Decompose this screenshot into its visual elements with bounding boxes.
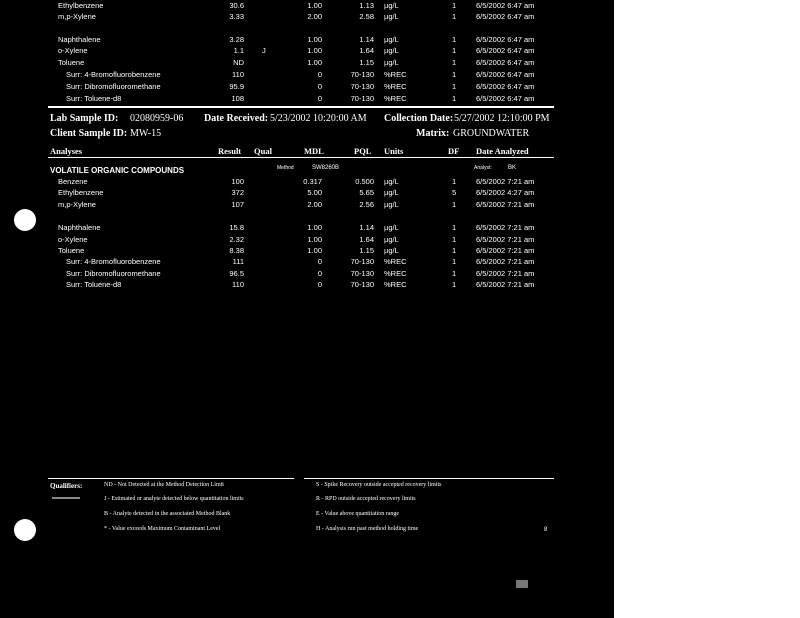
mdl-value: 1.00: [307, 246, 322, 255]
date-received-label: Date Received:: [204, 113, 269, 124]
df-value: 1: [452, 35, 457, 44]
result-value: 2.32: [229, 235, 244, 244]
analyte-name: Surr: 4-Bromofluorobenzene: [66, 70, 161, 79]
result-value: ND: [233, 58, 244, 67]
collection-date: 5/27/2002 12:10:00 PM: [454, 113, 550, 124]
result-value: 107: [231, 200, 244, 209]
date-analyzed-value: 6/5/2002 6:47 am: [476, 12, 535, 21]
result-value: 108: [231, 94, 244, 103]
df-value: 1: [452, 269, 457, 278]
method-value: SW8260B: [312, 165, 340, 171]
pql-value: 5.65: [359, 188, 374, 197]
analyte-name: Ethylbenzene: [58, 188, 104, 197]
qualifiers-rule-right: [304, 478, 554, 479]
mdl-value: 1.00: [307, 46, 322, 55]
result-value: 1.1: [233, 46, 244, 55]
pql-value: 70-130: [350, 70, 374, 79]
analyte-name: Surr: 4-Bromofluorobenzene: [66, 257, 161, 266]
date-received: 5/23/2002 10:20:00 AM: [270, 113, 367, 124]
result-value: 3.33: [229, 12, 244, 21]
mdl-value: 0.317: [303, 177, 322, 186]
pql-value: 70-130: [350, 94, 374, 103]
col-result: Result: [218, 146, 242, 156]
result-value: 95.9: [229, 82, 244, 91]
result-value: 372: [231, 188, 244, 197]
date-analyzed-value: 6/5/2002 6:47 am: [476, 1, 535, 10]
pql-value: 2.58: [359, 12, 374, 21]
qualifier-definition: J - Estimated or analyte detected below quantitation limits: [104, 496, 244, 502]
df-value: 1: [452, 280, 457, 289]
pql-value: 1.14: [359, 223, 374, 232]
mdl-value: 1.00: [307, 235, 322, 244]
qualifier-mark: [52, 497, 80, 499]
analyte-name: m,p-Xylene: [58, 200, 96, 209]
units-value: µg/L: [384, 235, 399, 244]
qualifier-definition: R - RPD outside accepted recovery limits: [316, 496, 416, 502]
analyte-name: Toluene: [58, 246, 85, 255]
df-value: 1: [452, 70, 457, 79]
pql-value: 2.56: [359, 200, 374, 209]
date-analyzed-value: 6/5/2002 4:27 am: [476, 188, 535, 197]
units-value: %REC: [384, 94, 407, 103]
punch-hole-bottom: [14, 519, 36, 541]
col-df: DF: [448, 146, 460, 156]
col-units: Units: [384, 146, 404, 156]
date-analyzed-value: 6/5/2002 6:47 am: [476, 35, 535, 44]
section-title: VOLATILE ORGANIC COMPOUNDS: [50, 166, 185, 175]
qual-value: J: [262, 46, 266, 55]
analyte-name: Surr: Toluene-d8: [66, 280, 122, 289]
date-analyzed-value: 6/5/2002 7:21 am: [476, 177, 535, 186]
df-value: 1: [452, 246, 457, 255]
units-value: µg/L: [384, 12, 399, 21]
analyte-name: Toluene: [58, 58, 85, 67]
mdl-value: 0: [317, 269, 322, 278]
analyst-value: BK: [508, 165, 517, 171]
qualifier-definition: E - Value above quantitation range: [316, 511, 400, 517]
analyte-name: Naphthalene: [58, 223, 101, 232]
df-value: 1: [452, 177, 457, 186]
pql-value: 1.15: [359, 246, 374, 255]
col-analyses: Analyses: [50, 146, 83, 156]
analyte-name: Benzene: [58, 177, 88, 186]
units-value: %REC: [384, 82, 407, 91]
pql-value: 1.13: [359, 1, 374, 10]
client-sample-id-label: Client Sample ID:: [50, 128, 128, 139]
client-sample-id: MW-15: [130, 128, 162, 139]
pql-value: 1.15: [359, 58, 374, 67]
units-value: µg/L: [384, 46, 399, 55]
date-analyzed-value: 6/5/2002 6:47 am: [476, 70, 535, 79]
date-analyzed-value: 6/5/2002 7:21 am: [476, 235, 535, 244]
analyte-name: m,p-Xylene: [58, 12, 96, 21]
units-value: µg/L: [384, 1, 399, 10]
analyte-name: o-Xylene: [58, 46, 88, 55]
analyte-name: Naphthalene: [58, 35, 101, 44]
analyte-name: Surr: Dibromofluoromethane: [66, 269, 161, 278]
page-mark: 8: [544, 527, 548, 533]
units-value: %REC: [384, 257, 407, 266]
units-value: µg/L: [384, 188, 399, 197]
pql-value: 70-130: [350, 269, 374, 278]
qualifier-definition: * - Value exceeds Maximum Contaminant Level: [104, 526, 221, 532]
collection-date-label: Collection Date:: [384, 113, 454, 124]
mdl-value: 1.00: [307, 58, 322, 67]
col-mdl: MDL: [304, 146, 324, 156]
col-date-analyzed: Date Analyzed: [476, 146, 529, 156]
df-value: 1: [452, 58, 457, 67]
mdl-value: 0: [317, 280, 322, 289]
result-value: 110: [232, 70, 244, 79]
df-value: 1: [452, 46, 457, 55]
pql-value: 70-130: [350, 82, 374, 91]
date-analyzed-value: 6/5/2002 7:21 am: [476, 280, 535, 289]
units-value: %REC: [384, 280, 407, 289]
date-analyzed-value: 6/5/2002 6:47 am: [476, 58, 535, 67]
punch-hole-top: [14, 209, 36, 231]
units-value: µg/L: [384, 58, 399, 67]
mdl-value: 1.00: [307, 35, 322, 44]
mdl-value: 2.00: [307, 12, 322, 21]
df-value: 1: [452, 235, 457, 244]
result-value: 30.6: [229, 1, 244, 10]
df-value: 1: [452, 257, 457, 266]
pql-value: 1.64: [359, 46, 374, 55]
mdl-value: 0: [317, 94, 322, 103]
result-value: 3.28: [229, 35, 244, 44]
method-label: Method: [277, 165, 294, 171]
units-value: µg/L: [384, 223, 399, 232]
sample-separator-rule: [48, 106, 554, 108]
result-value: 8.38: [229, 246, 244, 255]
pql-value: 1.14: [359, 35, 374, 44]
mdl-value: 1.00: [307, 223, 322, 232]
df-value: 1: [452, 1, 457, 10]
qualifier-definition: H - Analysis run past method holding time: [316, 526, 419, 532]
date-analyzed-value: 6/5/2002 7:21 am: [476, 246, 535, 255]
qualifier-definition: ND - Not Detected at the Method Detection Limit: [104, 482, 224, 488]
result-value: 96.5: [229, 269, 244, 278]
date-analyzed-value: 6/5/2002 6:47 am: [476, 82, 535, 91]
mdl-value: 0: [317, 70, 322, 79]
mdl-value: 2.00: [307, 200, 322, 209]
result-value: 110: [232, 280, 244, 289]
mdl-value: 0: [317, 82, 322, 91]
df-value: 1: [452, 94, 457, 103]
mdl-value: 5.00: [307, 188, 322, 197]
col-qual: Qual: [254, 146, 272, 156]
pql-value: 70-130: [350, 280, 374, 289]
col-pql: PQL: [354, 146, 372, 156]
date-analyzed-value: 6/5/2002 6:47 am: [476, 46, 535, 55]
result-value: 15.8: [229, 223, 244, 232]
date-analyzed-value: 6/5/2002 7:21 am: [476, 257, 535, 266]
units-value: µg/L: [384, 246, 399, 255]
analyst-label: Analyst:: [474, 165, 492, 171]
units-value: µg/L: [384, 200, 399, 209]
date-analyzed-value: 6/5/2002 6:47 am: [476, 94, 535, 103]
page-stamp: [516, 580, 528, 588]
date-analyzed-value: 6/5/2002 7:21 am: [476, 200, 535, 209]
matrix-value: GROUNDWATER: [453, 128, 530, 139]
df-value: 1: [452, 223, 457, 232]
mdl-value: 0: [317, 257, 322, 266]
qualifiers-label: Qualifiers:: [50, 482, 83, 490]
analyte-name: Surr: Dibromofluoromethane: [66, 82, 161, 91]
header-rule: [48, 157, 554, 158]
units-value: µg/L: [384, 35, 399, 44]
analyte-name: Surr: Toluene-d8: [66, 94, 122, 103]
mdl-value: 1.00: [307, 1, 322, 10]
units-value: %REC: [384, 70, 407, 79]
lab-sample-id: 02080959-06: [130, 113, 184, 124]
analyte-name: o-Xylene: [58, 235, 88, 244]
result-value: 111: [232, 257, 244, 266]
units-value: %REC: [384, 269, 407, 278]
df-value: 1: [452, 12, 457, 21]
pql-value: 0.500: [355, 177, 374, 186]
analyte-name: Ethylbenzene: [58, 1, 104, 10]
date-analyzed-value: 6/5/2002 7:21 am: [476, 269, 535, 278]
df-value: 1: [452, 200, 457, 209]
matrix-label: Matrix:: [416, 128, 450, 139]
date-analyzed-value: 6/5/2002 7:21 am: [476, 223, 535, 232]
result-value: 100: [231, 177, 244, 186]
pql-value: 70-130: [350, 257, 374, 266]
pql-value: 1.64: [359, 235, 374, 244]
df-value: 1: [452, 82, 457, 91]
qualifiers-rule-left: [48, 478, 294, 479]
qualifier-definition: B - Analyte detected in the associated Method Blank: [104, 511, 231, 517]
qualifier-definition: S - Spike Recovery outside accepted recovery limits: [316, 482, 442, 488]
units-value: µg/L: [384, 177, 399, 186]
df-value: 5: [452, 188, 457, 197]
lab-sample-id-label: Lab Sample ID:: [50, 113, 119, 124]
